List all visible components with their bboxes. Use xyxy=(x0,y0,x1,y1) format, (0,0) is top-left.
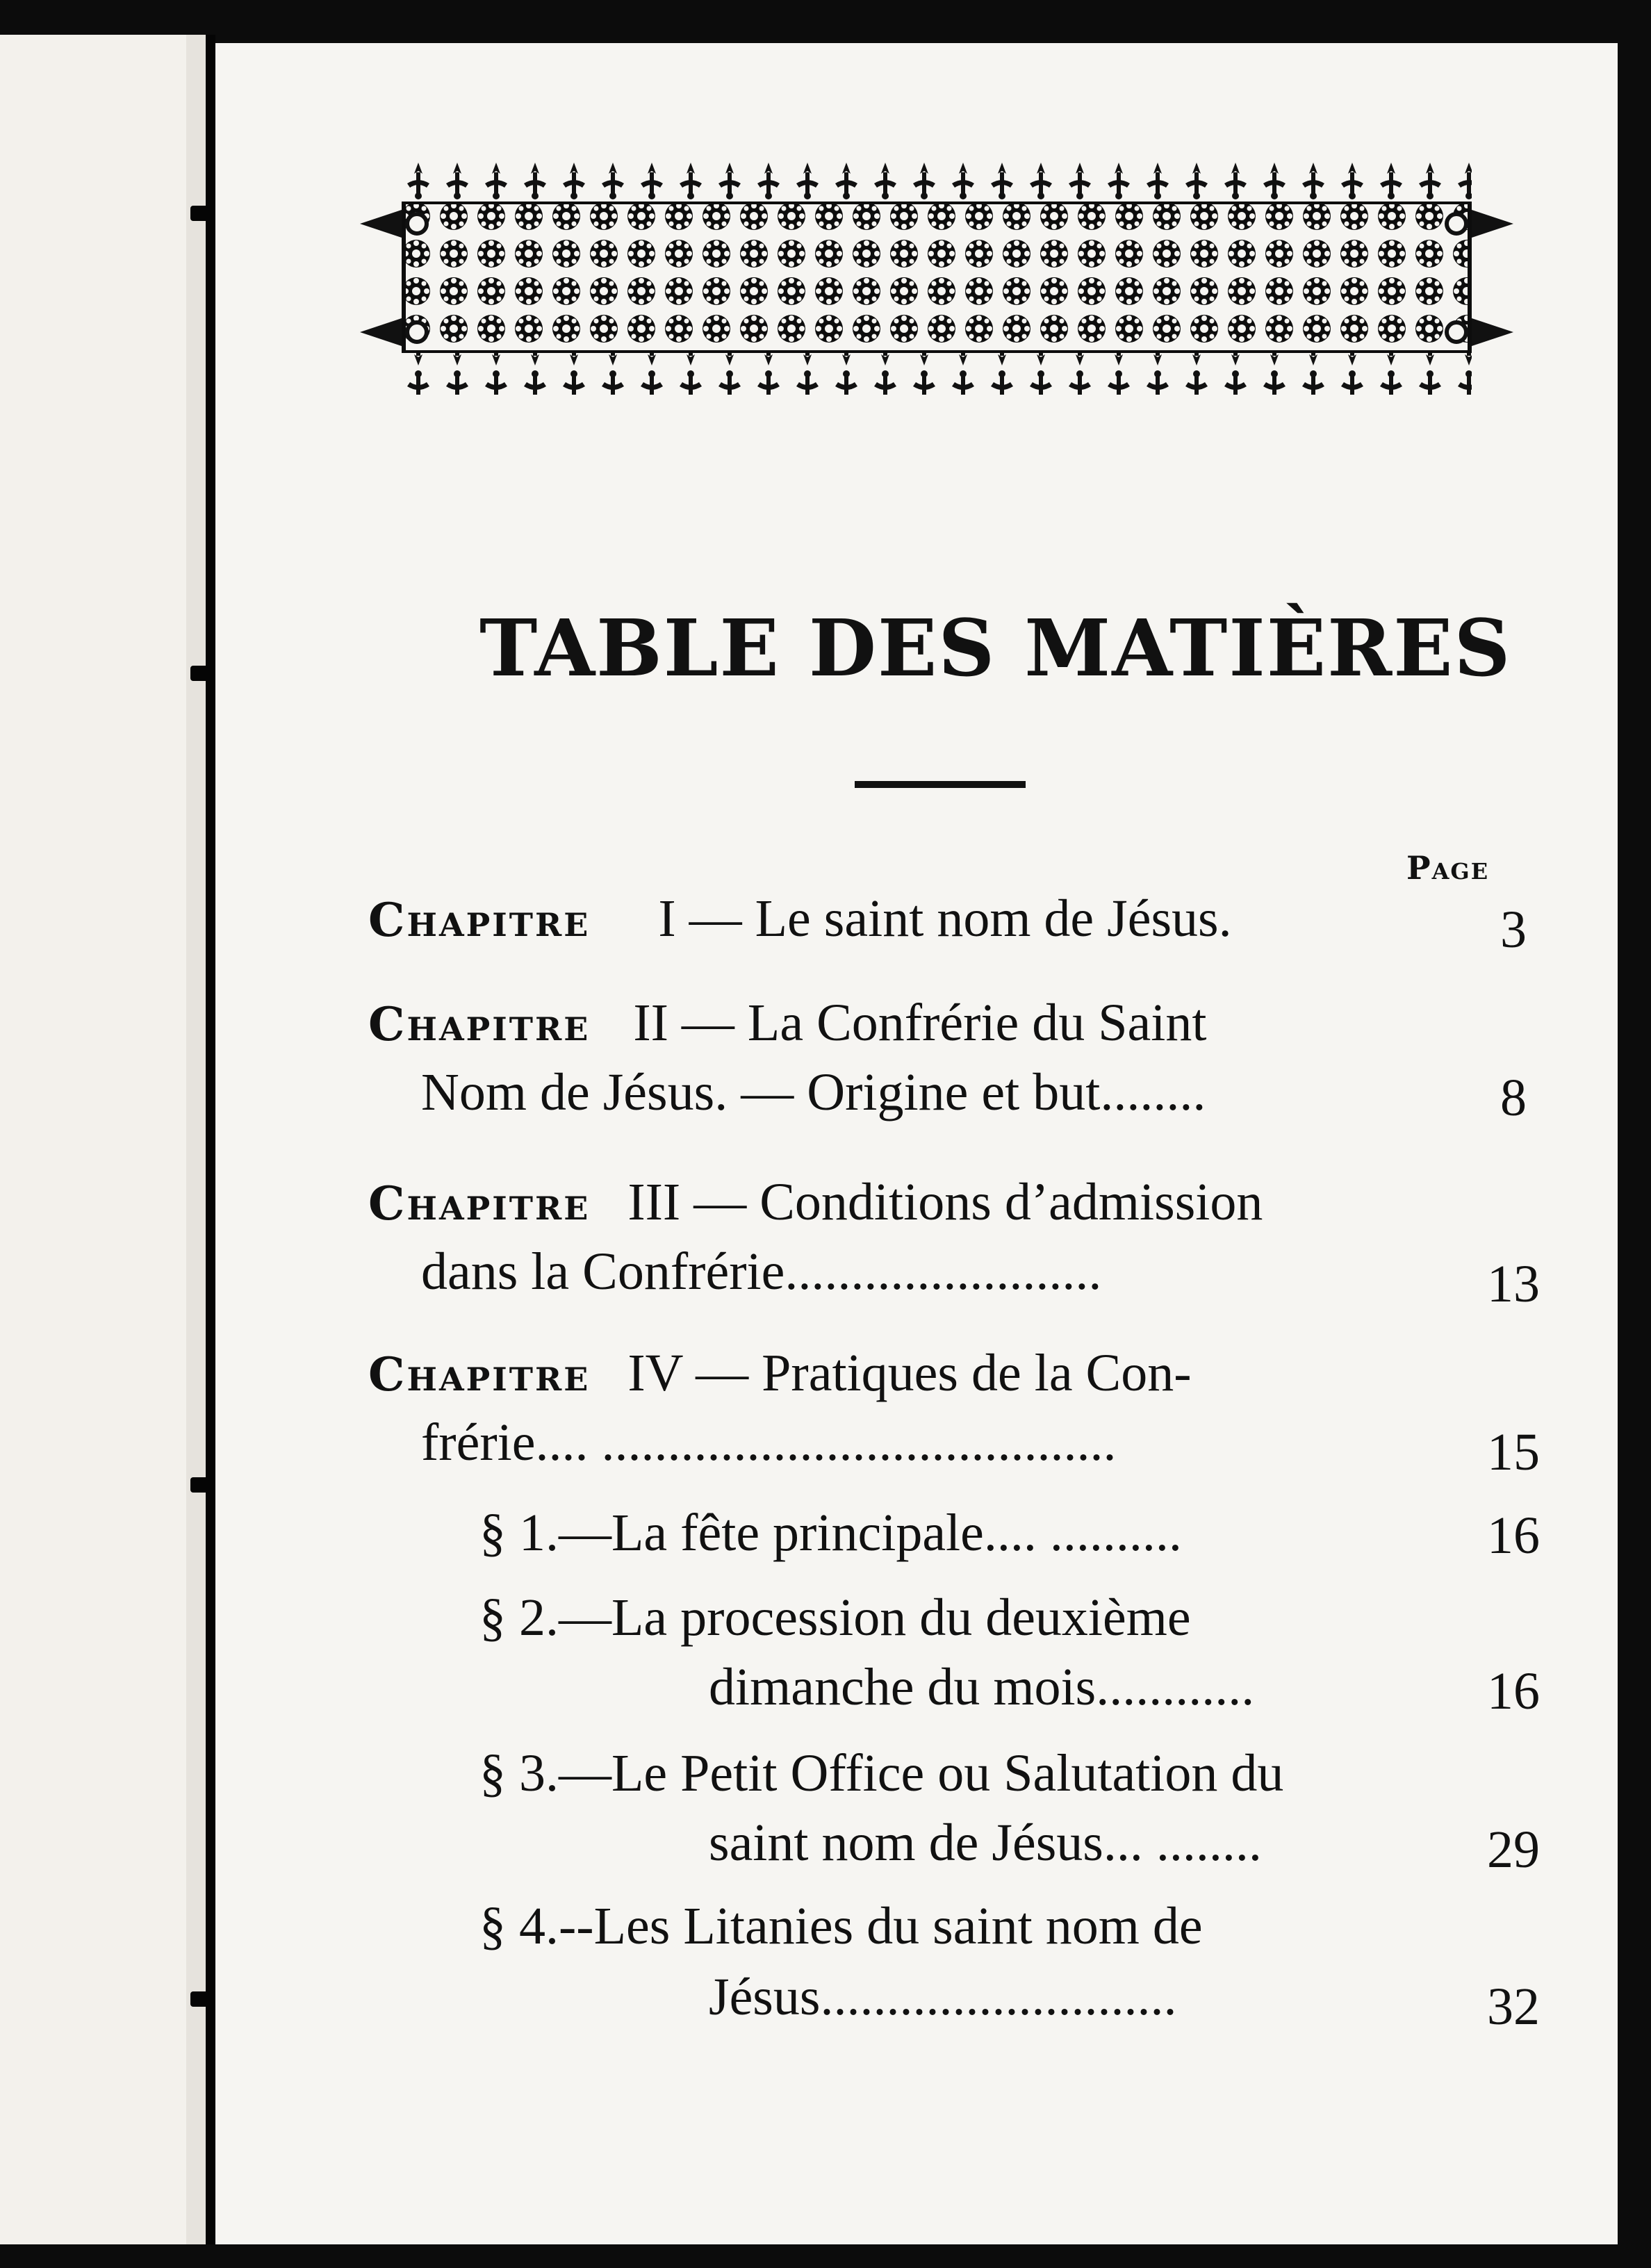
page-number: 32 xyxy=(1487,1978,1540,2036)
page-number: 16 xyxy=(1487,1506,1540,1565)
toc-section-4: § 4.--Les Litanies du saint nom de xyxy=(479,1897,1203,1955)
toc-section-2-cont: dimanche du mois............ xyxy=(709,1658,1255,1716)
toc-entry-4 xyxy=(368,1344,1192,1402)
toc-section-2: § 2.—La procession du deuxième xyxy=(479,1588,1191,1647)
facing-page xyxy=(0,35,186,2244)
toc-entry-1 xyxy=(368,889,1232,948)
chapter-label: Chapitre xyxy=(368,1176,591,1231)
page-title: TABLE DES MATIÈRES xyxy=(479,603,1512,694)
book-spine xyxy=(206,35,215,2244)
entry-text: I — Le saint nom de Jésus. xyxy=(658,889,1232,948)
page-number: 13 xyxy=(1487,1255,1540,1313)
toc-section-3: § 3.—Le Petit Office ou Salutation du xyxy=(479,1744,1284,1802)
chapter-label: Chapitre xyxy=(368,1347,591,1402)
toc-section-4-cont: Jésus........................... xyxy=(709,1968,1177,2026)
chapter-label: Chapitre xyxy=(368,997,591,1051)
entry-text: III — Conditions d’admission xyxy=(627,1173,1263,1231)
toc-section-3-cont: saint nom de Jésus... ........ xyxy=(709,1814,1262,1872)
toc-entry-4-cont: frérie.... ....................................... xyxy=(421,1413,1117,1472)
page-number: 16 xyxy=(1487,1662,1540,1720)
page-number: 15 xyxy=(1487,1423,1540,1481)
title-rule xyxy=(855,781,1026,788)
ornamental-headpiece xyxy=(360,160,1513,396)
chapter-label: Chapitre xyxy=(368,893,591,947)
toc-entry-3 xyxy=(368,1173,1263,1231)
toc-section-1: § 1.—La fête principale.... .......... xyxy=(479,1504,1182,1562)
toc-entry-3-cont: dans la Confrérie........................ xyxy=(421,1242,1102,1301)
entry-text: II — La Confrérie du Saint xyxy=(633,994,1207,1052)
page-number: 29 xyxy=(1487,1821,1540,1879)
page-number: 3 xyxy=(1500,901,1527,959)
page-number: 8 xyxy=(1500,1069,1527,1127)
page-column-label: Page xyxy=(1406,849,1490,887)
toc-entry-2 xyxy=(368,994,1207,1052)
toc-entry-2-cont: Nom de Jésus. — Origine et but........ xyxy=(421,1063,1206,1121)
entry-text: IV — Pratiques de la Con- xyxy=(627,1344,1192,1402)
